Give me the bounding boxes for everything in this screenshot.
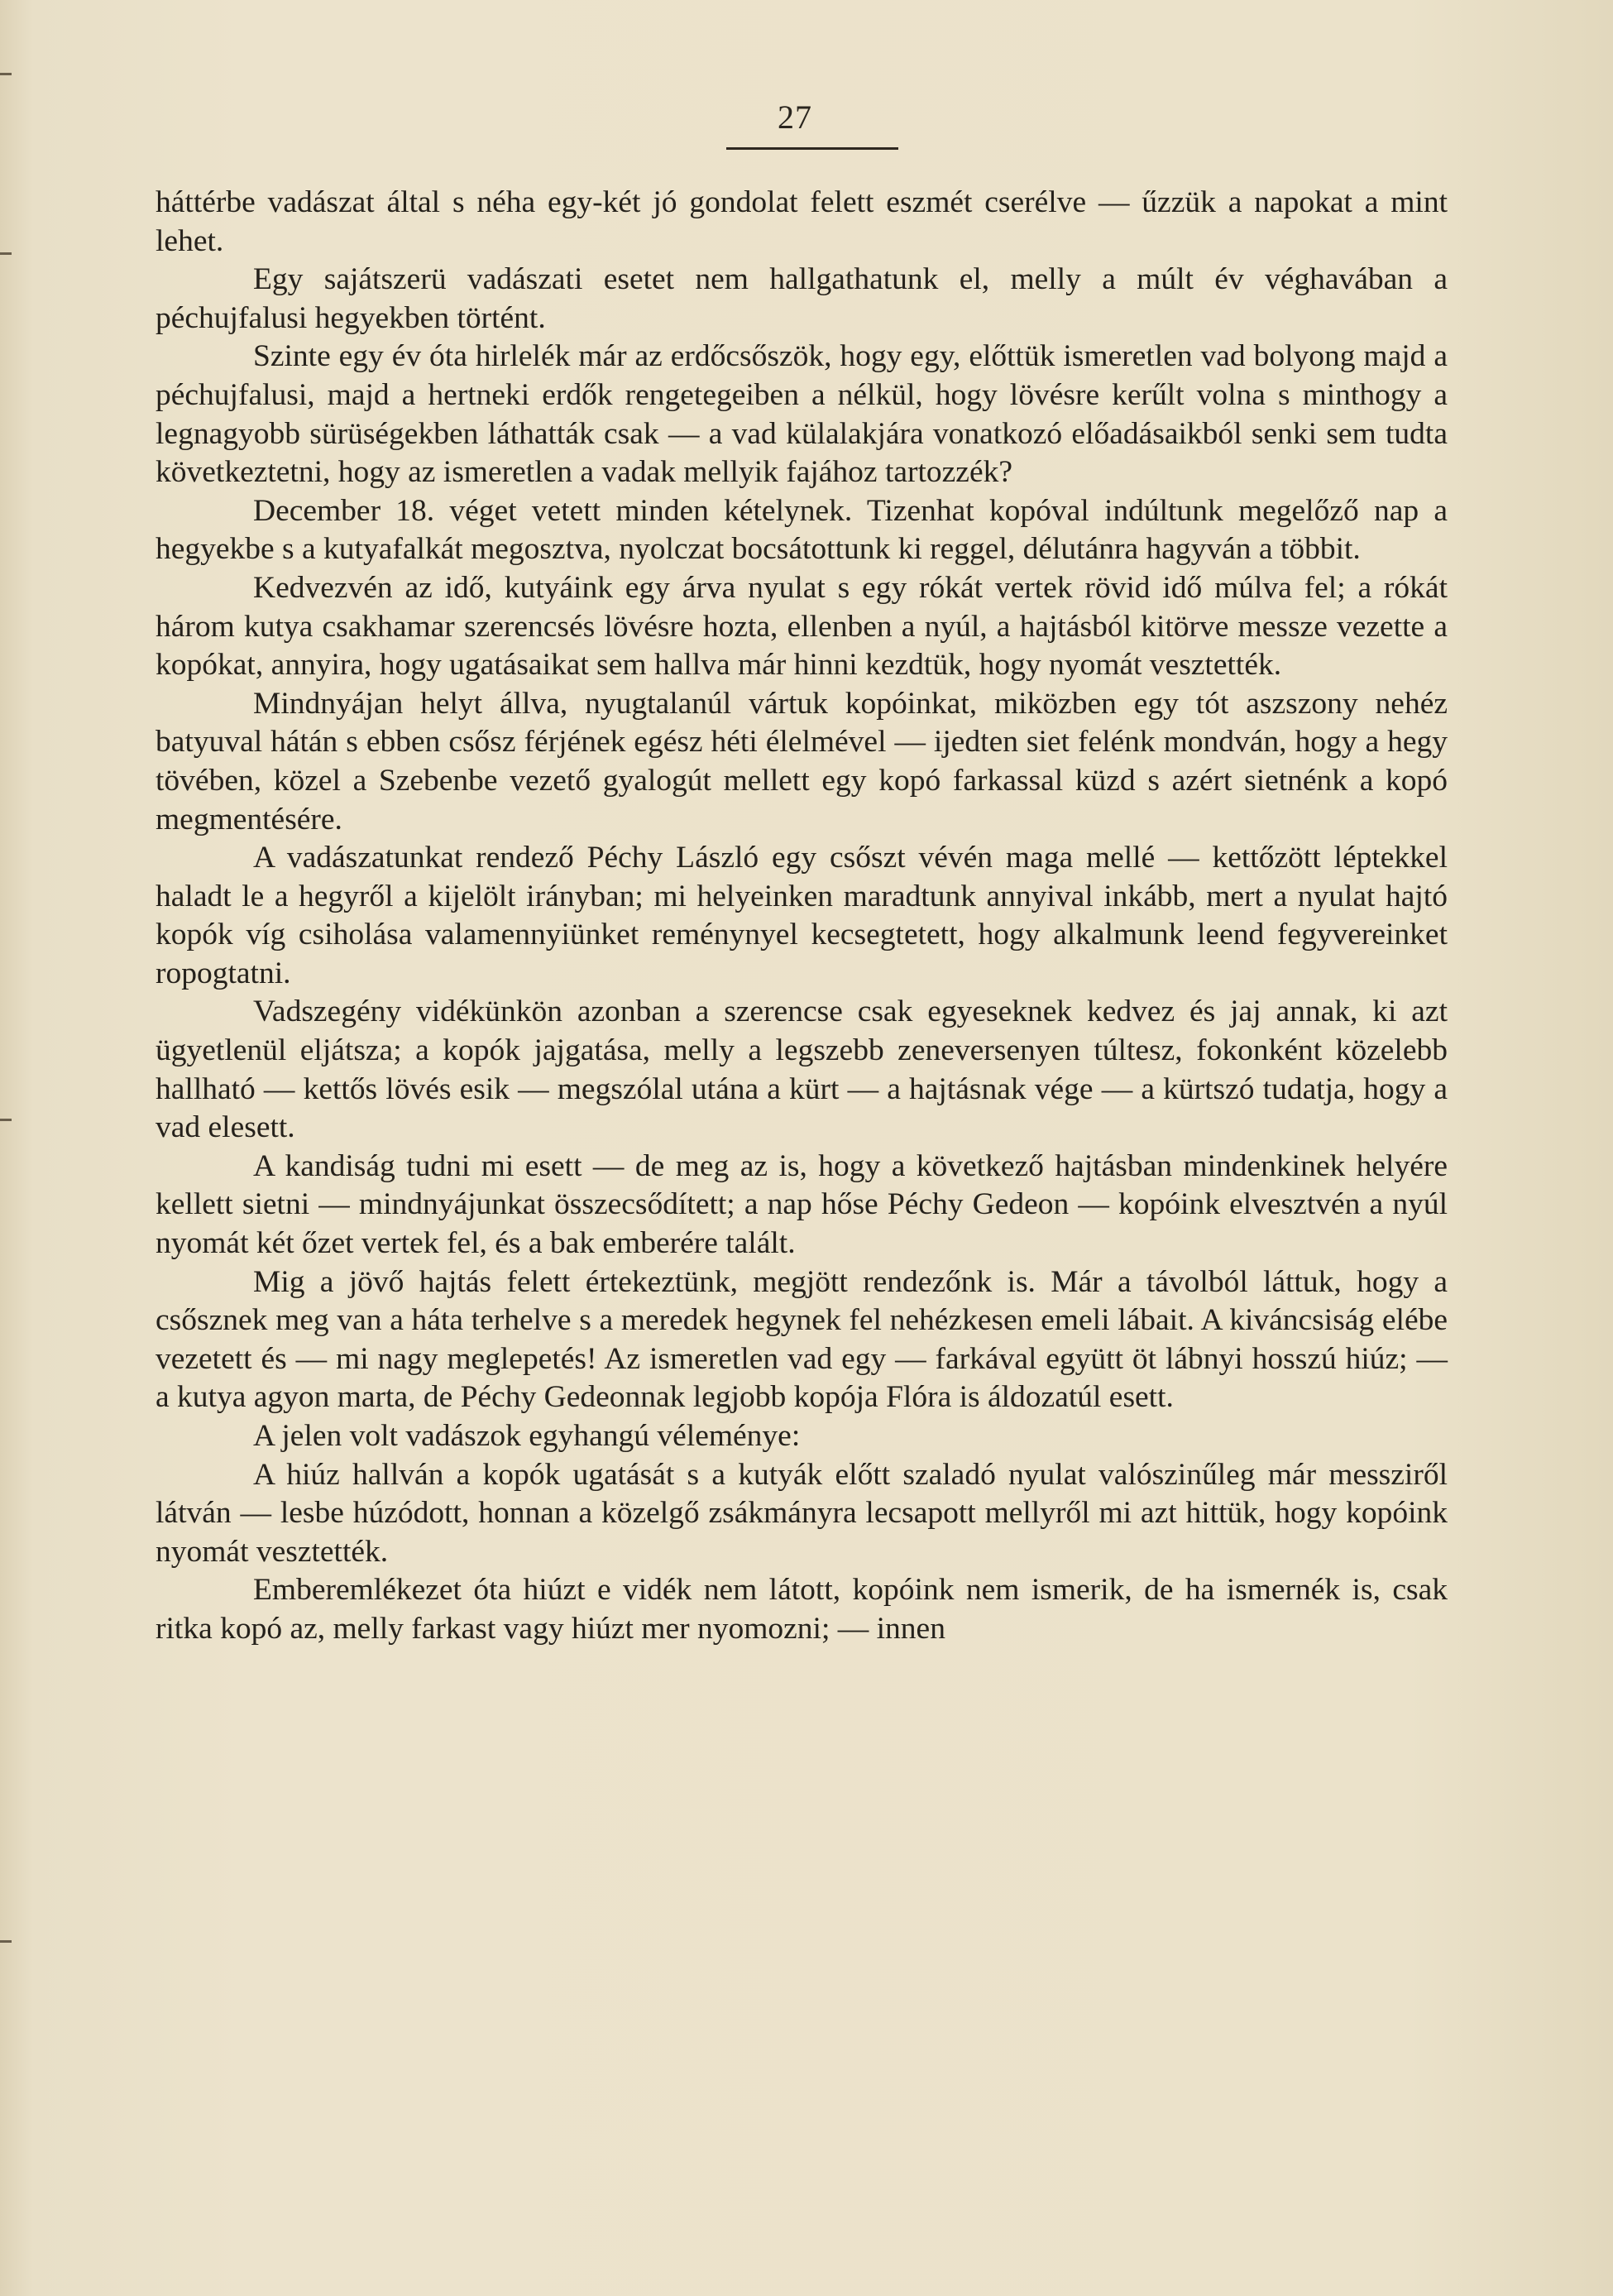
paragraph: A hiúz hallván a kopók ugatását s a kutyák előtt szaladó nyulat valószinűleg már messziről látván — lesbe húzódott, honnan a közelgő zsákmányra lecsapott mellyről mi azt hittük, hogy kopóink nyomát vesztették. (156, 1457, 1448, 1569)
page-number: 27 (778, 98, 812, 136)
edge-mark (0, 1119, 12, 1121)
paragraph: Vadszegény vidékünkön azonban a szerencse csak egyeseknek kedvez és jaj annak, ki azt ügyetlenül eljátsza; a kopók jajgatása, melly a legszebb zeneversenyen túltesz, fokonként közelebb hallható — kettős lövés esik — megszólal utána a kürt — a hajtásnak vége — a kürtszó tudatja, hogy a vad elesett. (156, 995, 1448, 1145)
edge-mark (0, 1940, 12, 1943)
paragraph: A jelen volt vadászok egyhangú véleménye: (253, 1419, 801, 1453)
paragraph: Szinte egy év óta hirlelék már az erdőcsőszök, hogy egy, előttük ismeretlen vad bolyong majd a péchujfalusi, majd a hertneki erdők rengetegeiben a nélkül, hogy lövésre kerűlt volna s minthogy a legnagyobb sürüségekben láthatták csak — a vad külalakjára vonatkozó előadásaikból senki sem tudta következtetni, hogy az ismeretlen a vadak mellyik fajához tartozzék? (156, 339, 1448, 490)
paragraph: Kedvezvén az idő, kutyáink egy árva nyulat s egy rókát vertek rövid idő múlva fel; a rókát három kutya csakhamar szerencsés lövésre hozta, ellenben a nyúl, a hajtásból kitörve messze vezette a kopókat, annyira, hogy ugatásaikat sem hallva már hinni kezdtük, hogy nyomát vesztették. (156, 570, 1448, 683)
paragraph: Egy sajátszerü vadászati esetet nem hallgathatunk el, melly a múlt év véghavában a péchujfalusi hegyekben történt. (156, 262, 1448, 335)
paragraph: December 18. véget vetett minden kételynek. Tizenhat kopóval indúltunk megelőző nap a hegyekbe s a kutyafalkát megosztva, nyolczat bocsátottunk ki reggel, délutánra hagyván a többit. (156, 493, 1448, 567)
paragraph: Mig a jövő hajtás felett értekeztünk, megjött rendezőnk is. Már a távolból láttuk, hogy a csősznek meg van a háta terhelve s a meredek hegynek fel nehézkesen emeli lábait. A kiváncsiság elébe vezetett és — mi nagy meglepetés! Az ismeretlen vad egy — farkával együtt öt lábnyi hosszú hiúz; — a kutya agyon marta, de Péchy Gedeonnak legjobb kopója Flóra is áldozatúl esett. (156, 1264, 1448, 1415)
paragraph: A vadászatunkat rendező Péchy László egy csőszt vévén maga mellé — kettőzött léptekkel haladt le a hegyről a kijelölt irányban; mi helyeinken maradtunk annyival inkább, mert a nyulat hajtó kopók víg csiholása valamennyiünket reménynyel kecsegtetett, hogy alkalmunk leend fegyvereinket ropogtatni. (156, 841, 1448, 990)
edge-mark (0, 73, 12, 75)
page-number-rule (726, 147, 898, 150)
edge-mark (0, 252, 12, 255)
paragraph: Emberemlékezet óta hiúzt e vidék nem látott, kopóink nem ismerik, de ha ismernék is, csak ritka kopó az, melly farkast vagy hiúzt mer nyomozni; — innen (156, 1573, 1448, 1646)
body-text (156, 184, 1448, 1649)
paragraph: háttérbe vadászat által s néha egy-két jó gondolat felett eszmét cserélve — űzzük a napokat a mint lehet. (156, 185, 1448, 258)
paragraph: Mindnyájan helyt állva, nyugtalanúl vártuk kopóinkat, miközben egy tót aszszony nehéz batyuval hátán s ebben csősz férjének egész héti élelmével — ijedten siet felénk mondván, hogy a hegy tövében, közel a Szebenbe vezető gyalogút mellett egy kopó farkassal küzd s azért sietnénk a kopó megmentésére. (156, 686, 1448, 836)
paragraph: A kandiság tudni mi esett — de meg az is, hogy a következő hajtásban mindenkinek helyére kellett sietni — mindnyájunkat összecsődített; a nap hőse Péchy Gedeon — kopóink elvesztvén a nyúl nyomát két őzet vertek fel, és a bak emberére talált. (156, 1148, 1448, 1261)
